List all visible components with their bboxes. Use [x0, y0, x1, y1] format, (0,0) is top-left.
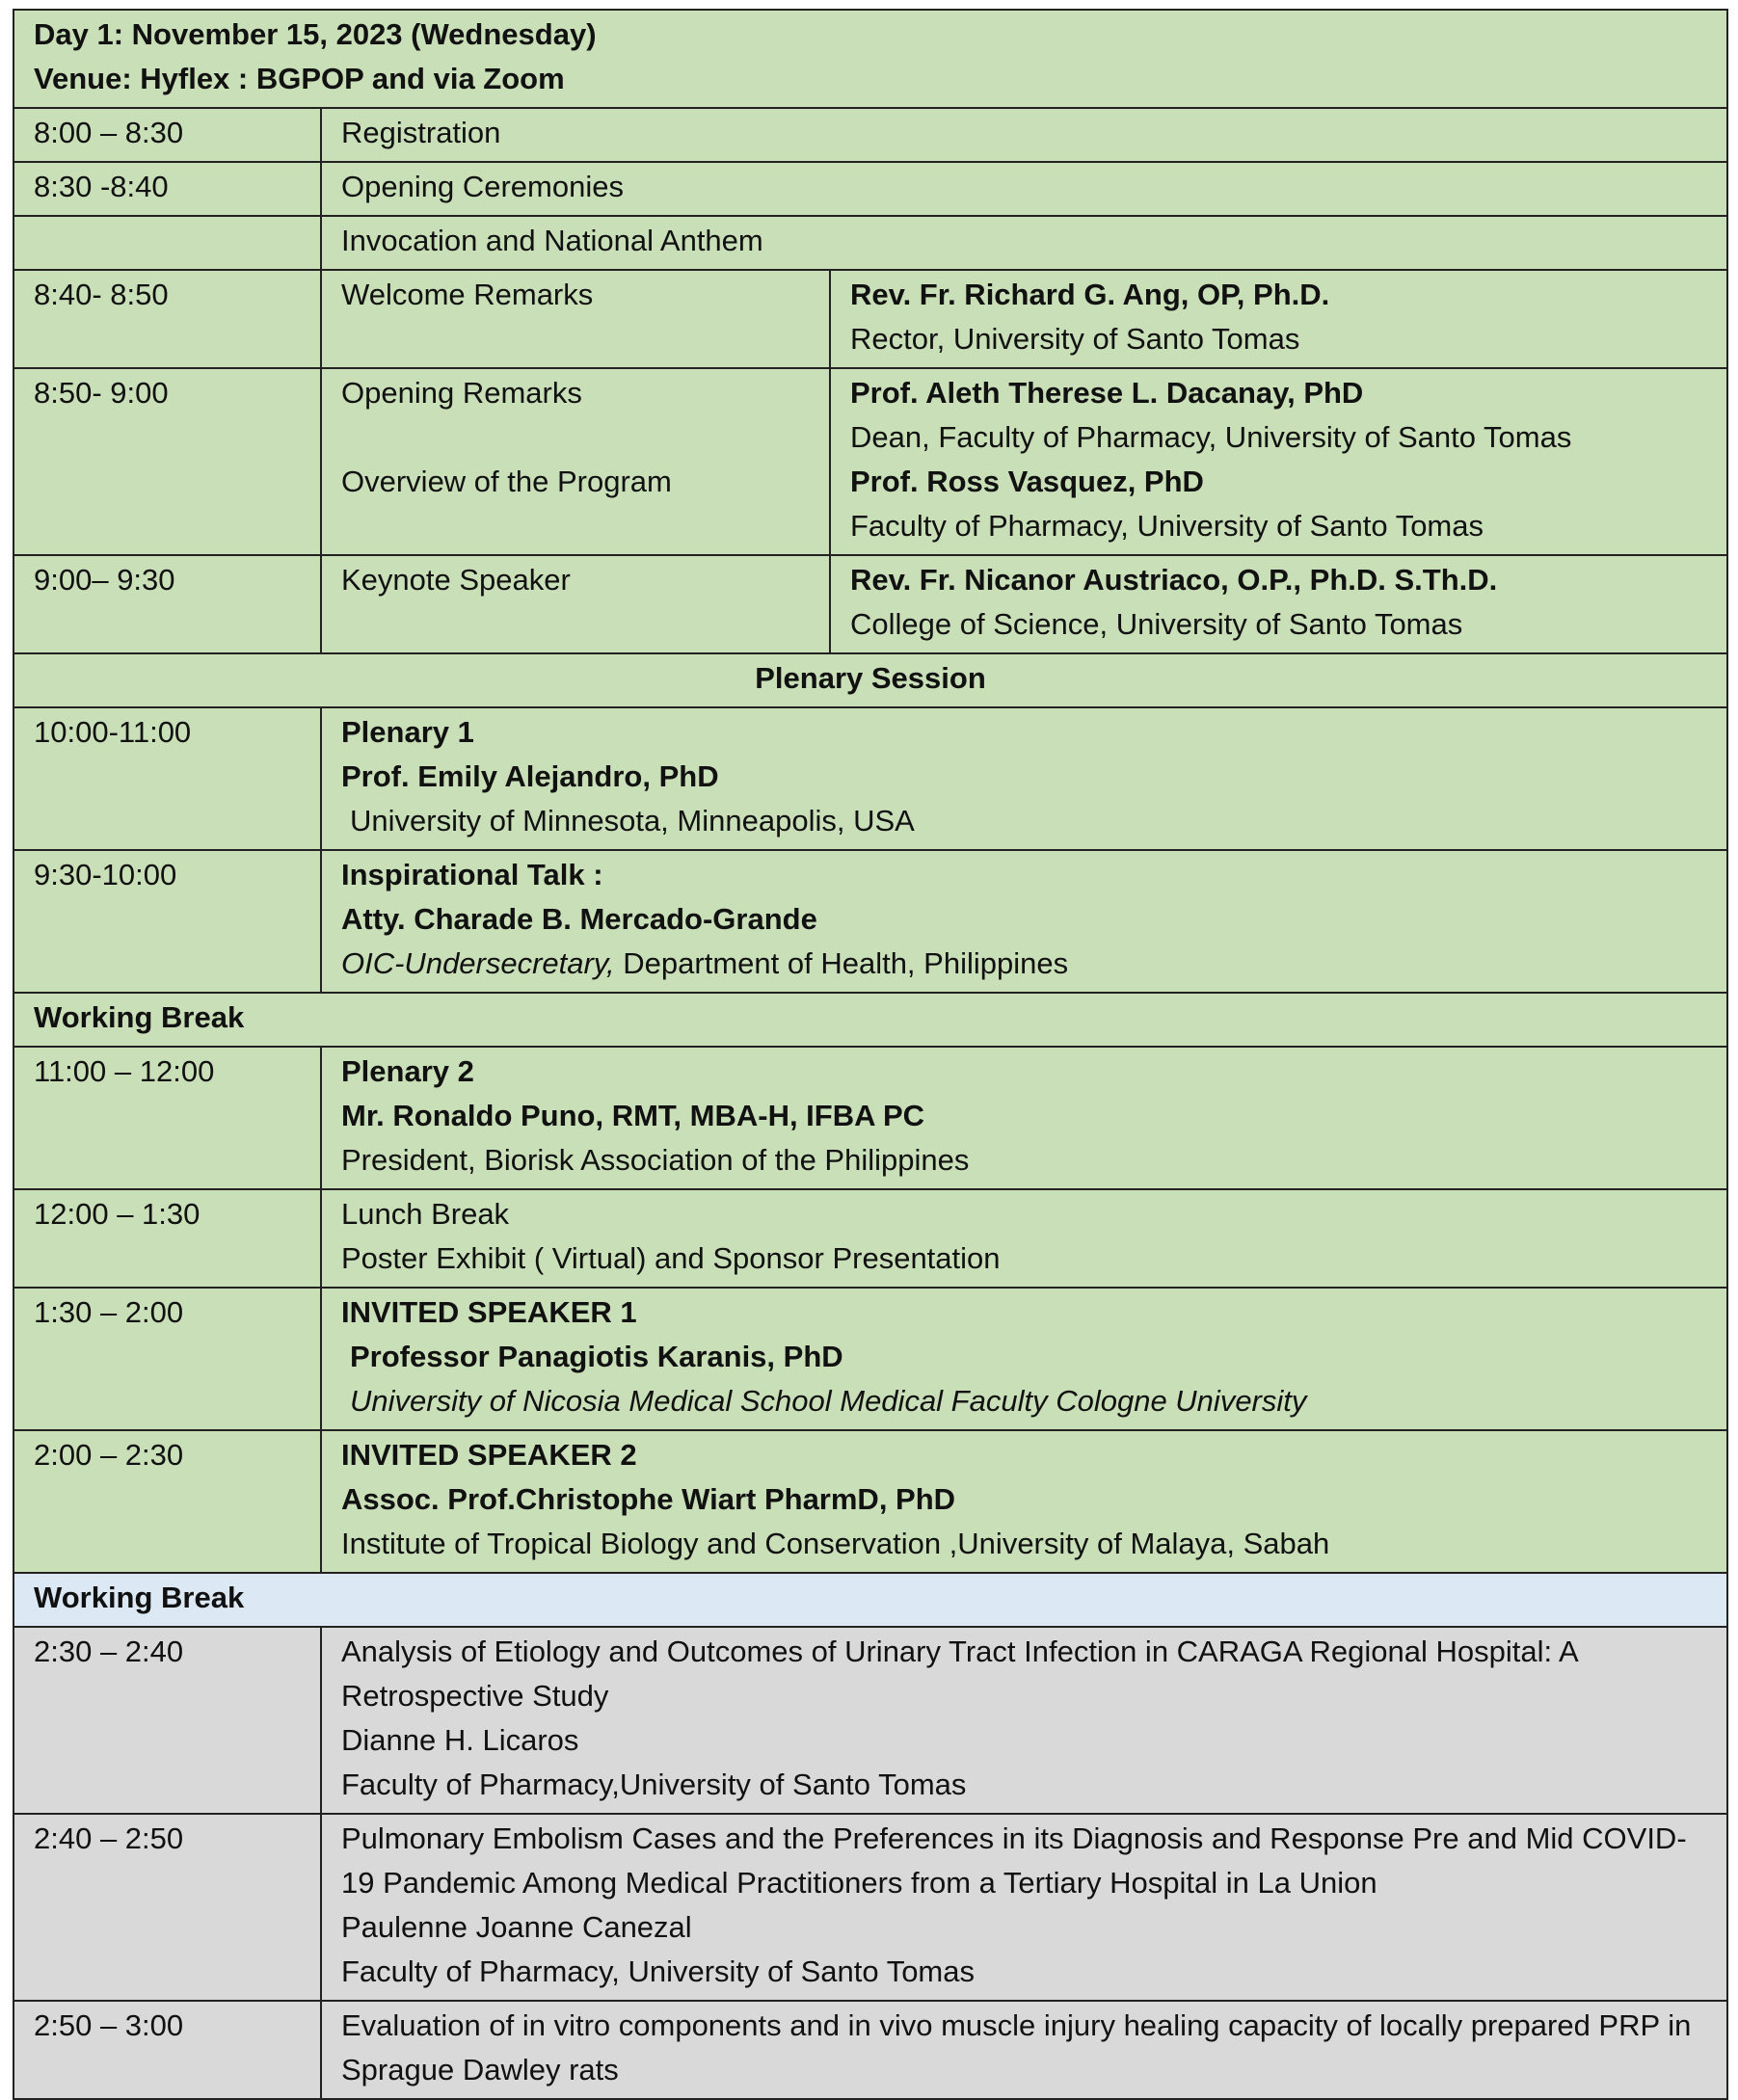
event-cell: Welcome Remarks	[321, 270, 830, 368]
paper-author: Dianne H. Licaros	[341, 1723, 579, 1757]
table-row	[13, 555, 1727, 653]
speaker-role: OIC-Undersecretary,	[341, 946, 615, 980]
break-row	[13, 1573, 1727, 1627]
table-row	[13, 1627, 1727, 1814]
paper-author: Paulenne Joanne Canezal	[341, 1910, 692, 1944]
paper-affiliation: Faculty of Pharmacy, University of Santo Tomas	[341, 1954, 975, 1988]
event-cell: Registration	[321, 108, 1727, 162]
session-title: INVITED SPEAKER 1	[341, 1295, 637, 1329]
time-cell: 2:40 – 2:50	[13, 1814, 321, 2001]
event-label: Lunch Break	[341, 1197, 510, 1231]
day-title: Day 1: November 15, 2023 (Wednesday)	[34, 17, 597, 51]
speaker-name: Rev. Fr. Richard G. Ang, OP, Ph.D.	[850, 278, 1330, 311]
time-cell: 9:30-10:00	[13, 850, 321, 993]
table-row	[13, 1430, 1727, 1573]
break-row	[13, 993, 1727, 1047]
speaker-name: Professor Panagiotis Karanis, PhD	[350, 1340, 843, 1373]
speaker-cell	[830, 555, 1727, 653]
paper-title: Evaluation of in vitro components and in vivo muscle injury healing capacity of locally prepared PRP in Sprague Dawley rats	[341, 2008, 1692, 2087]
session-title: INVITED SPEAKER 2	[341, 1438, 637, 1472]
table-row	[13, 162, 1727, 216]
time-cell: 10:00-11:00	[13, 707, 321, 850]
speaker-name: Assoc. Prof.Christophe Wiart PharmD, PhD	[341, 1482, 956, 1516]
event-cell: Invocation and National Anthem	[321, 216, 1727, 270]
table-row	[13, 216, 1727, 270]
header-row	[13, 10, 1727, 108]
session-cell	[321, 1288, 1727, 1430]
speaker-affiliation: Faculty of Pharmacy, University of Santo Tomas	[850, 509, 1484, 543]
speaker-name: Rev. Fr. Nicanor Austriaco, O.P., Ph.D. S.Th.D.	[850, 563, 1498, 597]
event-label: Overview of the Program	[341, 465, 672, 498]
paper-cell	[321, 2001, 1727, 2099]
speaker-affiliation	[341, 942, 1707, 986]
paper-title: Pulmonary Embolism Cases and the Preferences in its Diagnosis and Response Pre and Mid COVID-19 Pandemic Among Medical Practitioners from a Tertiary Hospital in La Union	[341, 1821, 1687, 1900]
time-cell: 11:00 – 12:00	[13, 1047, 321, 1189]
session-cell	[321, 1189, 1727, 1288]
speaker-name: Prof. Aleth Therese L. Dacanay, PhD	[850, 376, 1364, 410]
table-row	[13, 1288, 1727, 1430]
paper-title: Analysis of Etiology and Outcomes of Urinary Tract Infection in CARAGA Regional Hospital: A Retrospective Study	[341, 1635, 1577, 1713]
table-row	[13, 108, 1727, 162]
paper-cell	[321, 1627, 1727, 1814]
schedule-table	[13, 9, 1728, 2100]
time-cell: 12:00 – 1:30	[13, 1189, 321, 1288]
speaker-affiliation: College of Science, University of Santo Tomas	[850, 607, 1463, 641]
speaker-affiliation: Dean, Faculty of Pharmacy, University of Santo Tomas	[850, 420, 1572, 454]
table-row	[13, 1814, 1727, 2001]
time-cell: 2:50 – 3:00	[13, 2001, 321, 2099]
table-row	[13, 2001, 1727, 2099]
working-break-label: Working Break	[13, 1573, 1727, 1627]
paper-cell	[321, 1814, 1727, 2001]
time-cell: 9:00– 9:30	[13, 555, 321, 653]
event-label: Poster Exhibit ( Virtual) and Sponsor Presentation	[341, 1241, 1001, 1275]
speaker-cell	[830, 270, 1727, 368]
speaker-name: Prof. Ross Vasquez, PhD	[850, 465, 1204, 498]
event-cell: Opening Ceremonies	[321, 162, 1727, 216]
time-cell: 1:30 – 2:00	[13, 1288, 321, 1430]
speaker-affiliation: University of Minnesota, Minneapolis, USA	[350, 804, 915, 837]
event-cell	[321, 368, 830, 555]
session-cell	[321, 1430, 1727, 1573]
speaker-name: Mr. Ronaldo Puno, RMT, MBA-H, IFBA PC	[341, 1099, 925, 1132]
time-cell: 8:50- 9:00	[13, 368, 321, 555]
session-title: Plenary 1	[341, 715, 474, 749]
venue: Venue: Hyflex : BGPOP and via Zoom	[34, 62, 565, 95]
event-cell: Keynote Speaker	[321, 555, 830, 653]
session-cell	[321, 707, 1727, 850]
session-title: Inspirational Talk :	[341, 858, 603, 891]
speaker-name: Atty. Charade B. Mercado-Grande	[341, 902, 817, 936]
table-row	[13, 707, 1727, 850]
event-label: Opening Remarks	[341, 376, 582, 410]
time-cell	[13, 216, 321, 270]
speaker-department: Department of Health, Philippines	[614, 946, 1069, 980]
session-cell	[321, 850, 1727, 993]
speaker-affiliation: Institute of Tropical Biology and Conservation ,University of Malaya, Sabah	[341, 1527, 1330, 1560]
speaker-name: Prof. Emily Alejandro, PhD	[341, 759, 719, 793]
session-title: Plenary 2	[341, 1054, 474, 1088]
table-row	[13, 270, 1727, 368]
speaker-affiliation: President, Biorisk Association of the Philippines	[341, 1143, 970, 1177]
session-cell	[321, 1047, 1727, 1189]
table-row	[13, 1047, 1727, 1189]
speaker-affiliation: Rector, University of Santo Tomas	[850, 322, 1300, 356]
paper-affiliation: Faculty of Pharmacy,University of Santo Tomas	[341, 1768, 967, 1801]
table-row	[13, 1189, 1727, 1288]
plenary-heading: Plenary Session	[13, 653, 1727, 707]
speaker-affiliation: University of Nicosia Medical School Medical Faculty Cologne University	[350, 1384, 1307, 1418]
time-cell: 2:30 – 2:40	[13, 1627, 321, 1814]
table-row	[13, 850, 1727, 993]
section-heading-row	[13, 653, 1727, 707]
speaker-cell	[830, 368, 1727, 555]
working-break-label: Working Break	[13, 993, 1727, 1047]
time-cell: 2:00 – 2:30	[13, 1430, 321, 1573]
table-row	[13, 368, 1727, 555]
time-cell: 8:40- 8:50	[13, 270, 321, 368]
time-cell: 8:00 – 8:30	[13, 108, 321, 162]
time-cell: 8:30 -8:40	[13, 162, 321, 216]
